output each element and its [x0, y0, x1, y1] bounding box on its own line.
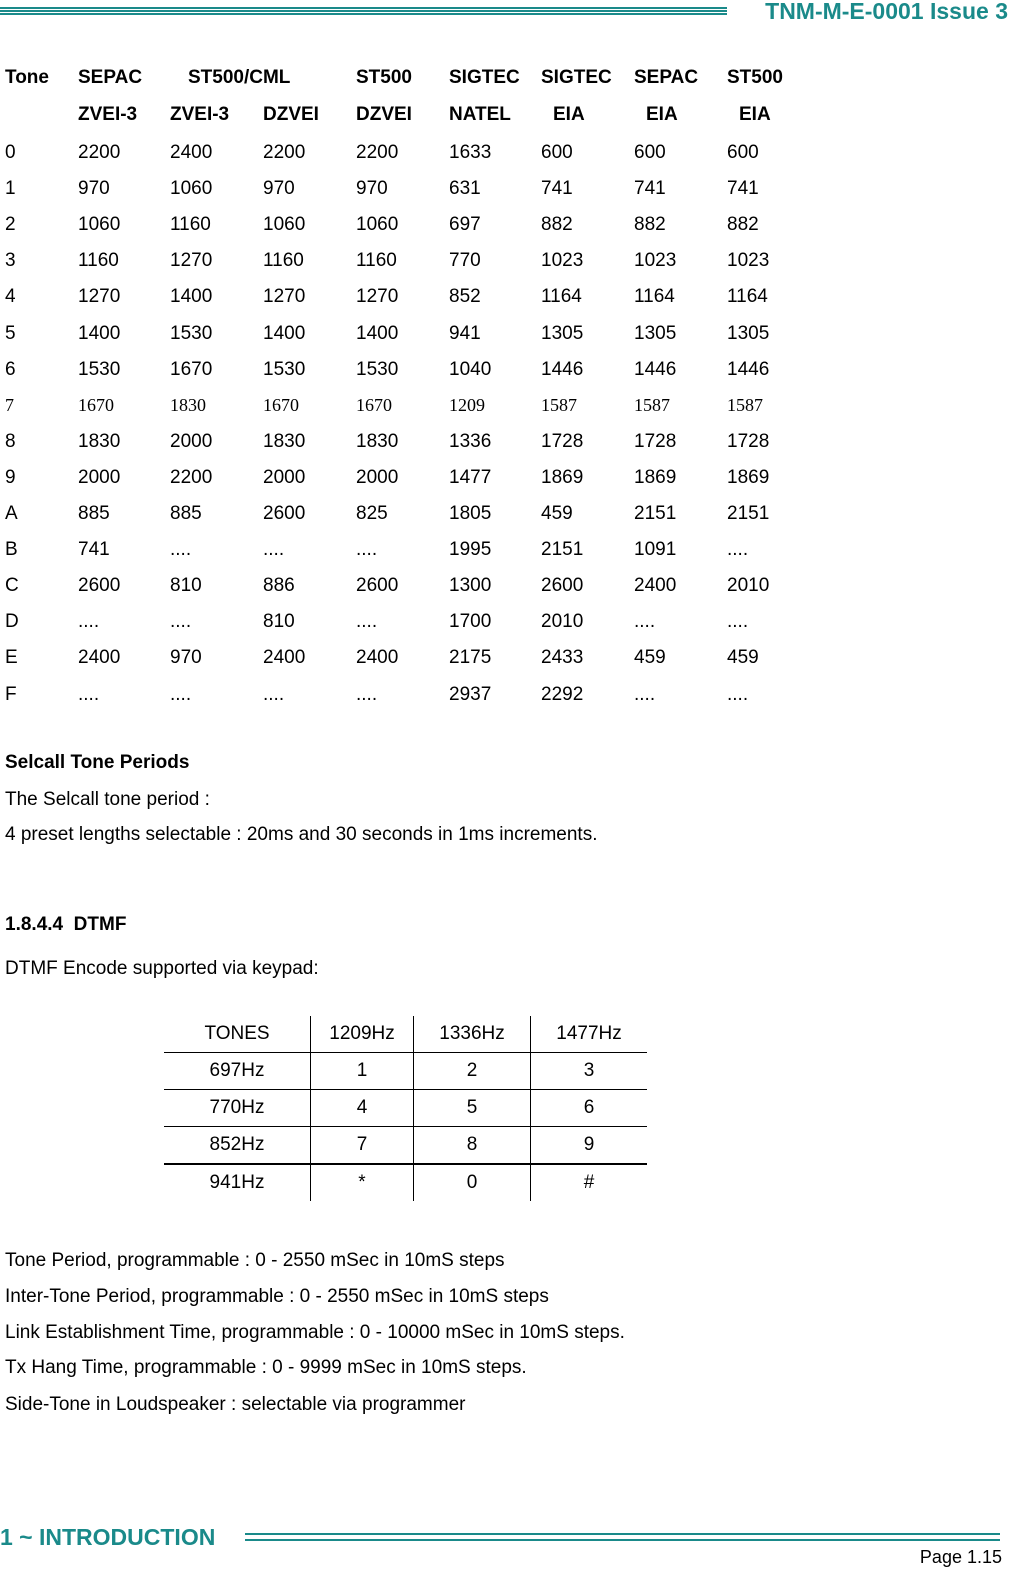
footer-rule: [245, 1533, 1000, 1541]
tone-frequency: 2600: [263, 503, 306, 524]
document-id: TNM-M-E-0001 Issue 3: [765, 0, 1008, 24]
tone-frequency: 741: [78, 539, 110, 561]
dtmf-header-row: [164, 1016, 647, 1053]
tone-frequency: 2151: [727, 503, 770, 524]
dtmf-cell: 8: [414, 1127, 531, 1165]
tone-frequency: 1209: [449, 394, 485, 415]
tone-frequency: ....: [78, 683, 100, 705]
dtmf-section-heading: [5, 914, 126, 936]
tone-frequency: 2400: [170, 142, 213, 163]
tone-frequency: 1670: [263, 394, 299, 415]
header-cell: DZVEI: [356, 104, 412, 125]
tone-frequency: ....: [727, 611, 749, 633]
header-cell: EIA: [553, 104, 585, 125]
header-cell: SEPAC: [634, 67, 699, 88]
tone-frequency: 1830: [356, 430, 399, 452]
tone-frequency: 1869: [541, 466, 584, 488]
tone-frequency: 1728: [541, 430, 584, 452]
dtmf-table: [164, 1016, 647, 1201]
dtmf-note: Inter-Tone Period, programmable : 0 - 2550 mSec in 10mS steps: [5, 1286, 549, 1307]
tone-frequency: 1305: [634, 322, 677, 344]
tone-frequency: 970: [78, 178, 110, 200]
tone-frequency: 600: [634, 142, 666, 163]
tone-frequency: 810: [170, 575, 202, 597]
tone-digit: 9: [5, 466, 16, 488]
tone-frequency: 886: [263, 575, 295, 597]
tone-frequency: 1305: [727, 322, 770, 344]
header-cell: SIGTEC: [541, 67, 612, 88]
footer-section-title: 1 ~ INTRODUCTION: [0, 1524, 216, 1550]
tone-frequency: 1446: [634, 358, 677, 380]
tone-digit: 1: [5, 178, 16, 200]
tone-digit: F: [5, 683, 17, 705]
tone-frequency: 882: [541, 214, 573, 236]
dtmf-row: [164, 1127, 647, 1165]
section-title: DTMF: [73, 914, 127, 935]
selcall-line-1: The Selcall tone period :: [5, 789, 210, 810]
tone-frequency: ....: [263, 539, 285, 561]
dtmf-cell: 4: [311, 1090, 414, 1127]
tone-frequency: 1023: [634, 250, 677, 272]
tone-frequency: 970: [170, 647, 202, 669]
tone-frequency: 1446: [541, 358, 584, 380]
dtmf-row: [164, 1053, 647, 1090]
tone-frequency: 459: [541, 503, 573, 524]
tone-frequency: ....: [727, 683, 749, 705]
dtmf-cell: 697Hz: [164, 1053, 311, 1090]
header-cell: Tone: [5, 67, 49, 88]
tone-frequency: 2400: [263, 647, 306, 669]
tone-frequency: 1530: [78, 358, 121, 380]
tone-frequency: ....: [78, 611, 100, 633]
tone-frequency: 2433: [541, 647, 584, 669]
tone-frequency: 697: [449, 214, 481, 236]
header-cell: ZVEI-3: [170, 104, 230, 125]
tone-frequency: 1477: [449, 466, 492, 488]
tone-frequency: ....: [356, 539, 378, 561]
tone-digit: C: [5, 575, 19, 597]
tone-frequency: 1670: [170, 358, 213, 380]
tone-digit: 7: [5, 394, 14, 415]
tone-frequency: 2400: [356, 647, 399, 669]
tone-frequency: 1400: [356, 322, 399, 344]
tone-frequency: 1728: [634, 430, 677, 452]
tone-frequency: 1040: [449, 358, 492, 380]
tone-frequency: 2937: [449, 683, 492, 705]
tone-digit: A: [5, 503, 18, 524]
dtmf-cell: 852Hz: [164, 1127, 311, 1165]
tone-frequency: 970: [356, 178, 388, 200]
tone-frequency: 2000: [356, 466, 399, 488]
header-cell: EIA: [739, 104, 771, 125]
dtmf-cell: #: [531, 1164, 648, 1201]
tone-frequency: ....: [170, 611, 192, 633]
header-cell: NATEL: [449, 104, 511, 125]
tone-digit: D: [5, 611, 19, 633]
tone-frequency: ....: [356, 611, 378, 633]
tone-frequency: 2010: [727, 575, 770, 597]
tone-frequency: 1164: [727, 286, 768, 308]
tone-frequency: 941: [449, 322, 481, 344]
tone-frequency: 882: [634, 214, 666, 236]
dtmf-row: [164, 1090, 647, 1127]
tone-digit: E: [5, 647, 18, 669]
tone-frequency: 1270: [356, 286, 399, 308]
tone-frequency: 852: [449, 286, 481, 308]
tone-frequency: 1023: [541, 250, 584, 272]
tone-frequency: 600: [541, 142, 573, 163]
dtmf-header-cell: TONES: [164, 1016, 311, 1053]
tone-frequency: 825: [356, 503, 388, 524]
tone-frequency: 1160: [78, 250, 119, 272]
dtmf-header-cell: 1477Hz: [531, 1016, 648, 1053]
tone-frequency: 459: [634, 647, 666, 669]
tone-frequency: 741: [634, 178, 666, 200]
tone-digit: 0: [5, 142, 16, 163]
tone-frequency: ....: [170, 683, 192, 705]
tone-digit: 3: [5, 250, 16, 272]
tone-frequency: 1336: [449, 430, 492, 452]
tone-frequency: 1530: [170, 322, 213, 344]
tone-frequency: 2151: [541, 539, 584, 561]
tone-frequency: 770: [449, 250, 481, 272]
tone-frequency: 1869: [727, 466, 770, 488]
selcall-heading: Selcall Tone Periods: [5, 752, 190, 773]
tone-frequency: 1300: [449, 575, 492, 597]
tone-frequency: 1160: [170, 214, 211, 236]
tone-frequency: 1830: [78, 430, 121, 452]
dtmf-cell: 5: [414, 1090, 531, 1127]
tone-frequency: ....: [634, 683, 656, 705]
tone-frequency: 1587: [727, 394, 763, 415]
dtmf-cell: 770Hz: [164, 1090, 311, 1127]
tone-frequency: 2200: [78, 142, 121, 163]
tone-frequency: 1060: [170, 178, 213, 200]
dtmf-row: [164, 1164, 647, 1201]
tone-digit: 4: [5, 286, 16, 308]
tone-frequency: 1270: [170, 250, 213, 272]
tone-frequency: 1728: [727, 430, 770, 452]
tone-frequency: 1060: [356, 214, 399, 236]
tone-frequency: 1164: [634, 286, 675, 308]
tone-frequency: 631: [449, 178, 481, 200]
dtmf-cell: 941Hz: [209, 1172, 265, 1193]
section-number: 1.8.4.4: [5, 914, 64, 935]
tone-frequency: 1270: [263, 286, 306, 308]
tone-frequency: 1400: [78, 322, 121, 344]
tone-frequency: 1060: [78, 214, 121, 236]
tone-frequency: 1400: [170, 286, 213, 308]
tone-frequency: 1670: [356, 394, 392, 415]
header-cell: ST500: [356, 67, 412, 88]
tone-frequency: 1805: [449, 503, 492, 524]
tone-frequency: 1060: [263, 214, 306, 236]
tone-digit: 5: [5, 322, 16, 344]
tone-frequency: ....: [263, 683, 285, 705]
tone-frequency: 1164: [541, 286, 582, 308]
tone-digit: 2: [5, 214, 16, 236]
tone-digit: 8: [5, 430, 16, 452]
dtmf-note: Link Establishment Time, programmable : 0 - 10000 mSec in 10mS steps.: [5, 1322, 625, 1343]
header-rule: [0, 7, 727, 15]
header-cell: SIGTEC: [449, 67, 520, 88]
tone-frequency: 2000: [263, 466, 306, 488]
tone-frequency: 2175: [449, 647, 492, 669]
tone-frequency: 2292: [541, 683, 584, 705]
header-cell: DZVEI: [263, 104, 319, 125]
tone-frequency: 2400: [634, 575, 677, 597]
selcall-line-2: 4 preset lengths selectable : 20ms and 30 seconds in 1ms increments.: [5, 824, 598, 845]
tone-frequency: 2000: [78, 466, 121, 488]
tone-frequency: 600: [727, 142, 759, 163]
tone-frequency: ....: [727, 539, 749, 561]
tone-frequency: 459: [727, 647, 759, 669]
tone-frequency: 2600: [541, 575, 584, 597]
dtmf-cell: *: [311, 1164, 414, 1201]
tone-frequency: 1160: [356, 250, 397, 272]
header-cell: ST500/CML: [188, 67, 291, 88]
tone-frequency: 1830: [263, 430, 306, 452]
tone-frequency: 2400: [78, 647, 121, 669]
tone-frequency: 1633: [449, 142, 492, 163]
tone-frequency: 741: [541, 178, 573, 200]
tone-frequency: 2200: [263, 142, 306, 163]
page-number: Page 1.15: [919, 1547, 1002, 1567]
tone-frequency: 2000: [170, 430, 213, 452]
tone-frequency: ....: [356, 683, 378, 705]
tone-frequency: 970: [263, 178, 295, 200]
tone-frequency: 1270: [78, 286, 121, 308]
tone-frequency: 1446: [727, 358, 770, 380]
tone-frequency: 1587: [541, 394, 577, 415]
dtmf-cell: 3: [531, 1053, 648, 1090]
dtmf-note: Tx Hang Time, programmable : 0 - 9999 mSec in 10mS steps.: [5, 1357, 527, 1378]
tone-frequency: 1530: [263, 358, 306, 380]
tone-frequency: 2600: [78, 575, 121, 597]
dtmf-note: Side-Tone in Loudspeaker : selectable via programmer: [5, 1394, 466, 1415]
header-cell: EIA: [646, 104, 678, 125]
tone-frequency: 741: [727, 178, 759, 200]
dtmf-cell: 9: [531, 1127, 648, 1165]
tone-frequency: 2010: [541, 611, 584, 633]
tone-frequency: 1530: [356, 358, 399, 380]
dtmf-header-cell: 1336Hz: [414, 1016, 531, 1053]
tone-frequency: 1995: [449, 539, 492, 561]
tone-frequency: 1023: [727, 250, 770, 272]
dtmf-cell: 0: [414, 1164, 531, 1201]
dtmf-cell: 7: [311, 1127, 414, 1165]
tone-frequency: 1400: [263, 322, 306, 344]
tone-frequency: 2200: [356, 142, 399, 163]
header-cell: SEPAC: [78, 67, 143, 88]
dtmf-note: Tone Period, programmable : 0 - 2550 mSec in 10mS steps: [5, 1250, 505, 1271]
dtmf-cell: 1: [311, 1053, 414, 1090]
dtmf-cell: 6: [531, 1090, 648, 1127]
tone-frequency: 1830: [170, 394, 206, 415]
tone-frequency: 1160: [263, 250, 304, 272]
tone-frequency: ....: [170, 539, 192, 561]
tone-frequency: 1587: [634, 394, 670, 415]
tone-frequency: 2600: [356, 575, 399, 597]
tone-frequency: 1670: [78, 394, 114, 415]
tone-frequency: 810: [263, 611, 295, 633]
tone-digit: 6: [5, 358, 16, 380]
header-cell: ST500: [727, 67, 783, 88]
dtmf-intro: DTMF Encode supported via keypad:: [5, 958, 319, 979]
tone-digit: B: [5, 539, 18, 561]
tone-frequency: 1091: [634, 539, 677, 561]
tone-frequency: 1305: [541, 322, 584, 344]
tone-frequency: 885: [170, 503, 202, 524]
dtmf-cell: 2: [414, 1053, 531, 1090]
tone-frequency: 1869: [634, 466, 677, 488]
tone-frequency: 1700: [449, 611, 492, 633]
tone-frequency: 2200: [170, 466, 213, 488]
tone-frequency: 885: [78, 503, 110, 524]
tone-frequency: ....: [634, 611, 656, 633]
tone-frequency: 882: [727, 214, 759, 236]
tone-frequency: 2151: [634, 503, 677, 524]
header-cell: ZVEI-3: [78, 104, 138, 125]
dtmf-header-cell: 1209Hz: [311, 1016, 414, 1053]
